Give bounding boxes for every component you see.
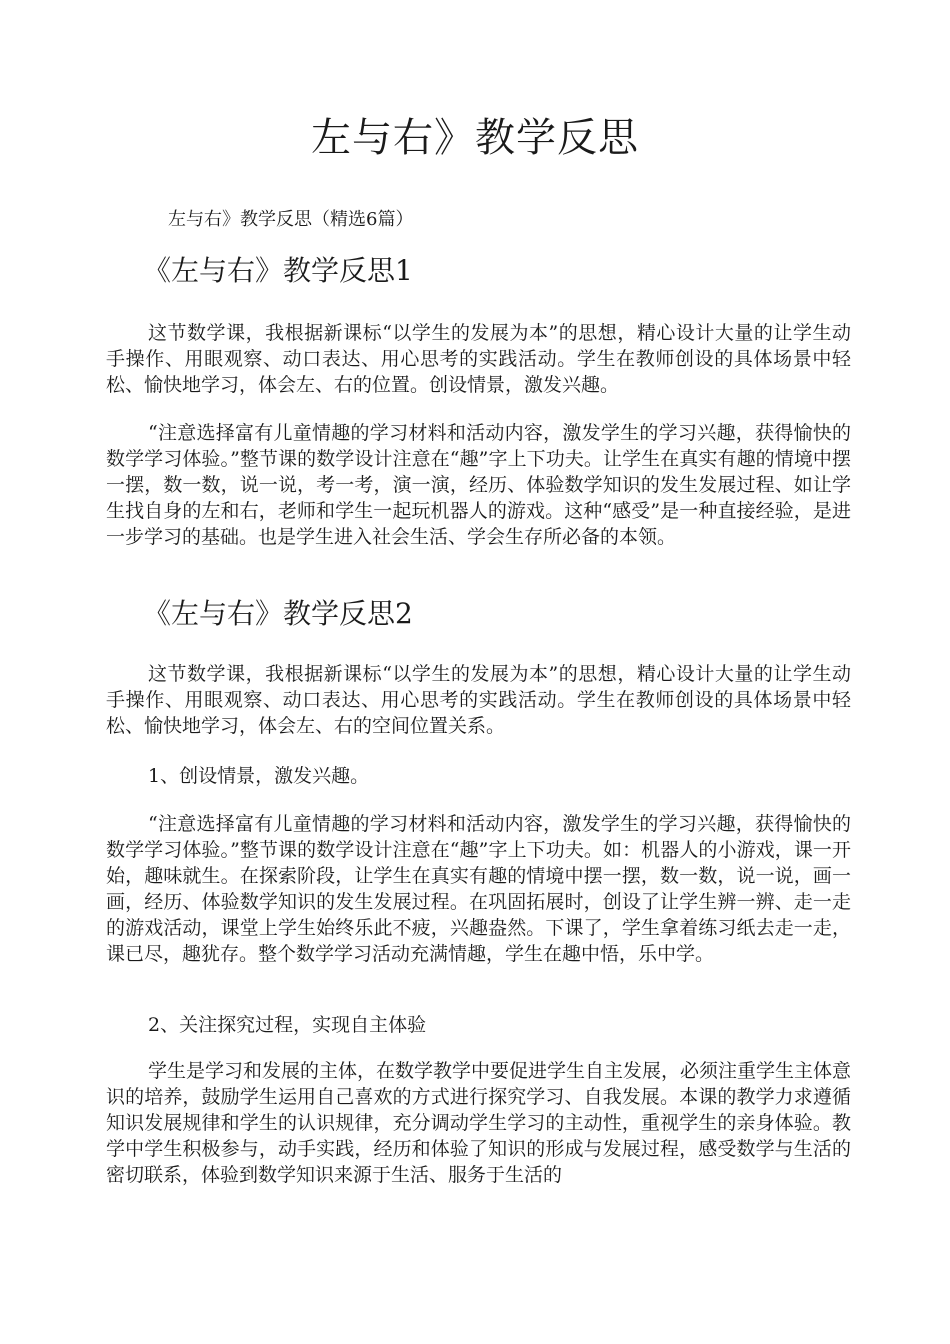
section-2-item-2-text: 学生是学习和发展的主体，在数学教学中要促进学生自主发展，必须注重学生主体意识的培养，鼓励学生运用自己喜欢的方式进行探究学习、自我发展。本课的教学力求遵循知识发展规律和学生的认识规律，充分调动学生学习的主动性，重视学生的亲身体验。教学中学生积极参与，动手实践，经历和体验了知识的形成与发展过程，感受数学与生活的密切联系，体验到数学知识来源于生活、服务于生活的 (106, 1060, 852, 1186)
section-2-intro: 这节数学课，我根据新课标“以学生的发展为本”的思想，精心设计大量的让学生动手操作、用眼观察、动口表达、用心思考的实践活动。学生在教师创设的具体场景中轻松、愉快地学习，体会左、右的空间位置关系。 (106, 663, 851, 737)
section-2-item-1-text: “注意选择富有儿童情趣的学习材料和活动内容，激发学生的学习兴趣，获得愉快的数学学习体验。”整节课的数学设计注意在“趣”字上下功夫。如：机器人的小游戏，课一开始，趣味就生。在探索阶段，让学生在真实有趣的情境中摆一摆，数一数，说一说，画一画，经历、体验数学知识的发生发展过程。在巩固拓展时，创设了让学生辨一辨、走一走的游戏活动，课堂上学生始终乐此不疲，兴趣盎然。下课了，学生拿着练习纸去走一走，课已尽，趣犹存。整个数学学习活动充满情趣，学生在趣中悟，乐中学。 (106, 813, 851, 965)
page-title: 左与右》教学反思 (311, 115, 639, 161)
section-2-item-1-heading: 1、创设情景，激发兴趣。 (148, 765, 370, 787)
section-1-paragraph-2: “注意选择富有儿童情趣的学习材料和活动内容，激发学生的学习兴趣，获得愉快的数学学习体验。”整节课的数学设计注意在“趣”字上下功夫。让学生在真实有趣的情境中摆一摆，数一数，说一说，考一考，演一演，经历、体验数学知识的发生发展过程、如让学生找自身的左和右，老师和学生一起玩机器人的游戏。这种“感受”是一种直接经验，是进一步学习的基础。也是学生进入社会生活、学会生存所必备的本领。 (106, 422, 851, 548)
section-heading-2: 《左与右》教学反思2 (143, 597, 413, 630)
document-subtitle: 左与右》教学反思（精选6篇） (168, 209, 414, 230)
section-1-paragraph-1: 这节数学课，我根据新课标“以学生的发展为本”的思想，精心设计大量的让学生动手操作、用眼观察、动口表达、用心思考的实践活动。学生在教师创设的具体场景中轻松、愉快地学习，体会左、右的位置。创设情景，激发兴趣。 (106, 322, 851, 396)
section-2-item-2-heading: 2、关注探究过程，实现自主体验 (148, 1014, 427, 1036)
section-heading-1: 《左与右》教学反思1 (143, 254, 413, 287)
